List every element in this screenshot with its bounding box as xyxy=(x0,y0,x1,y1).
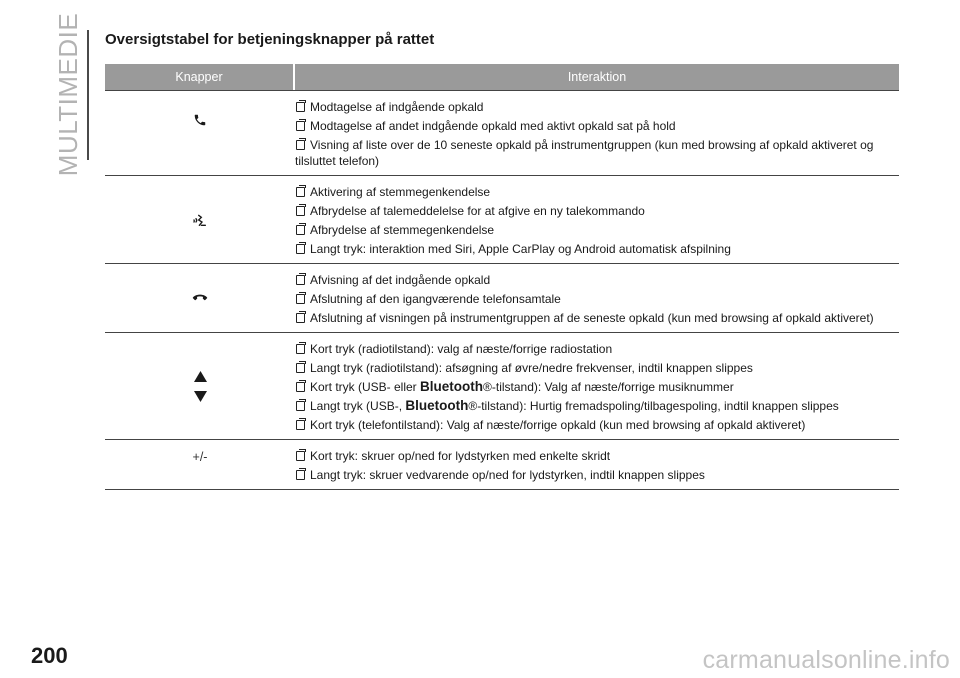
list-item: Kort tryk (telefontilstand): Valg af næste/forrige opkald (kun med browsing af opkald aktiveret) xyxy=(295,417,899,433)
checkbox-bullet-icon xyxy=(296,401,305,411)
checkbox-bullet-icon xyxy=(296,451,305,461)
list-item: Modtagelse af andet indgående opkald med aktivt opkald sat på hold xyxy=(295,118,899,134)
list-item: Afslutning af visningen på instrumentgruppen af de seneste opkald (kun med browsing af opkald aktiveret) xyxy=(295,310,899,326)
list-item: Afbrydelse af talemeddelelse for at afgive en ny talekommando xyxy=(295,203,899,219)
header-buttons: Knapper xyxy=(105,64,293,90)
side-divider xyxy=(87,30,89,160)
interaction-cell xyxy=(295,440,899,489)
table-row xyxy=(105,90,899,176)
checkbox-bullet-icon xyxy=(296,363,305,373)
list-item: Modtagelse af indgående opkald xyxy=(295,99,899,115)
watermark: carmanualsonline.info xyxy=(702,646,950,674)
list-item: Kort tryk (radiotilstand): valg af næste/forrige radiostation xyxy=(295,341,899,357)
list-item: Afslutning af den igangværende telefonsamtale xyxy=(295,291,899,307)
list-item: Langt tryk: interaktion med Siri, Apple CarPlay og Android automatisk afspilning xyxy=(295,241,899,257)
checkbox-bullet-icon xyxy=(296,344,305,354)
checkbox-bullet-icon xyxy=(296,420,305,430)
list-item: Aktivering af stemmegenkendelse xyxy=(295,184,899,200)
checkbox-bullet-icon xyxy=(296,121,305,131)
bluetooth-brand: Bluetooth xyxy=(420,379,484,394)
checkbox-bullet-icon xyxy=(296,102,305,112)
table-row xyxy=(105,176,899,264)
interaction-cell xyxy=(295,176,899,263)
volume-key-label: +/- xyxy=(192,450,208,464)
checkbox-bullet-icon xyxy=(296,294,305,304)
button-cell xyxy=(105,264,295,332)
voice-command-icon xyxy=(192,212,208,228)
list-item: Afbrydelse af stemmegenkendelse xyxy=(295,222,899,238)
up-down-arrows-icon xyxy=(194,371,207,402)
controls-table xyxy=(105,64,899,490)
button-cell xyxy=(105,176,295,263)
list-item: Kort tryk: skruer op/ned for lydstyrken med enkelte skridt xyxy=(295,448,899,464)
list-item: Langt tryk (radiotilstand): afsøgning af øvre/nedre frekvenser, indtil knappen slippes xyxy=(295,360,899,376)
table-header xyxy=(105,64,899,90)
header-interaction: Interaktion xyxy=(295,64,899,90)
checkbox-bullet-icon xyxy=(296,275,305,285)
table-row xyxy=(105,440,899,490)
list-item: Kort tryk (USB- eller Bluetooth®-tilstand): Valg af næste/forrige musiknummer xyxy=(295,379,899,395)
table-row xyxy=(105,264,899,333)
phone-hangup-icon xyxy=(192,293,208,303)
checkbox-bullet-icon xyxy=(296,382,305,392)
page-number: 200 xyxy=(31,643,68,668)
section-side-label: MULTIMEDIE xyxy=(53,12,84,176)
button-cell xyxy=(105,440,295,489)
table-row xyxy=(105,333,899,440)
arrow-up-icon xyxy=(194,371,207,382)
list-item: Langt tryk: skruer vedvarende op/ned for lydstyrken, indtil knappen slippes xyxy=(295,467,899,483)
arrow-down-icon xyxy=(194,391,207,402)
button-cell xyxy=(105,91,295,175)
checkbox-bullet-icon xyxy=(296,313,305,323)
button-cell xyxy=(105,333,295,439)
checkbox-bullet-icon xyxy=(296,206,305,216)
page-title: Oversigtstabel for betjeningsknapper på rattet xyxy=(105,31,435,48)
list-item: Langt tryk (USB-, Bluetooth®-tilstand): Hurtig fremadspoling/tilbagespoling, indtil knappen slippes xyxy=(295,398,899,414)
phone-answer-icon xyxy=(193,113,207,127)
bluetooth-brand: Bluetooth xyxy=(405,398,469,413)
checkbox-bullet-icon xyxy=(296,187,305,197)
list-item: Visning af liste over de 10 seneste opkald på instrumentgruppen (kun med browsing af opkald aktiveret og tilsluttet telefon) xyxy=(295,138,874,168)
interaction-cell xyxy=(295,91,899,175)
checkbox-bullet-icon xyxy=(296,140,305,150)
checkbox-bullet-icon xyxy=(296,244,305,254)
interaction-cell xyxy=(295,333,899,439)
checkbox-bullet-icon xyxy=(296,225,305,235)
list-item: Afvisning af det indgående opkald xyxy=(295,272,899,288)
checkbox-bullet-icon xyxy=(296,470,305,480)
interaction-cell xyxy=(295,264,899,332)
